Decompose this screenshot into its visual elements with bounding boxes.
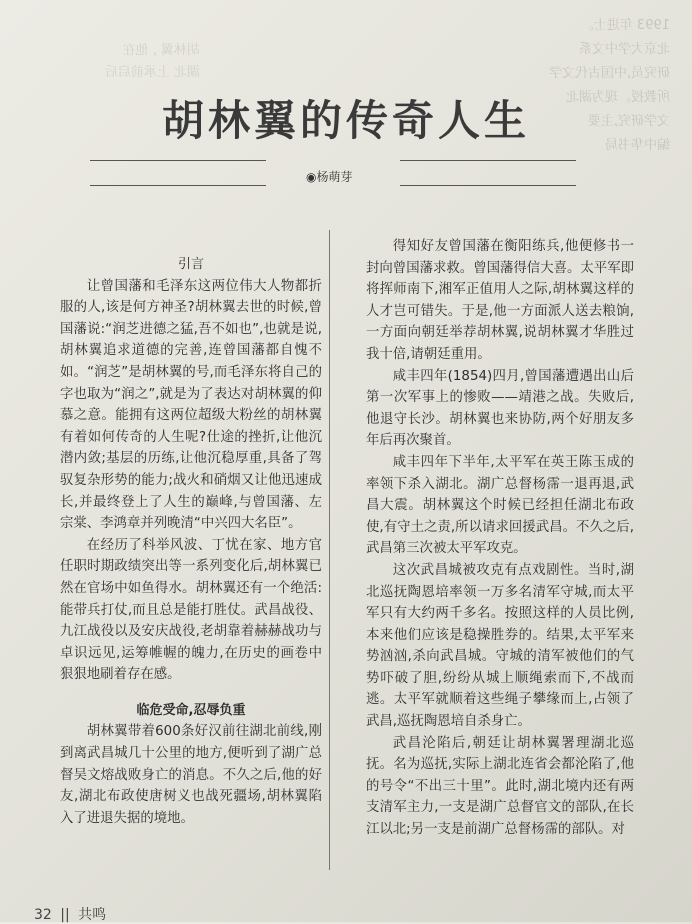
intro-paragraph: 在经历了科举风波、丁忧在家、地方官任职时期政绩突出等一系列变化后,胡林翼已然在官场中如鱼得水。胡林翼还有一个绝活:能带兵打仗,而且总是能打胜仗。武昌战役、九江战役以及安庆战役,老胡靠着赫赫战功与卓识远见,运筹帷幄的魄力,在历史的画卷中狠狠地刷着存在感。 <box>60 537 322 683</box>
title-rule-right-top <box>400 160 576 161</box>
page-footer <box>34 904 106 924</box>
magazine-name: 共鸣 <box>78 907 107 923</box>
body-paragraph: 得知好友曾国藩在衡阳练兵,他便修书一封向曾国藩求救。曾国藩得信大喜。太平军即将挥师南下,湘军正值用人之际,胡林翼这样的人才岂可错失。于是,他一方面派人送去粮饷,一方面向朝廷举荐胡林翼,说胡林翼才华胜过我十倍,请朝廷重用。 <box>366 239 634 362</box>
title-rule-left-bottom <box>90 185 266 186</box>
article-title: 胡林翼的传奇人生 <box>161 96 530 145</box>
intro-heading: 引言 <box>177 257 204 272</box>
body-paragraph: 咸丰四年(1854)四月,曾国藩遭遇出山后第一次军事上的惨败——靖港之战。失败后,他退守长沙。胡林翼也来协防,两个好朋友多年后再次聚首。 <box>366 368 634 449</box>
body-paragraph: 武昌沦陷后,朝廷让胡林翼署理湖北巡抚。名为巡抚,实际上湖北连省会都沦陷了,他的号令“不出三十里”。此时,湖北境内还有两支清军主力,一支是湖广总督官文的部队,在长江以北;另一支是前湖广总督杨霈的部队。对 <box>366 735 634 838</box>
left-column <box>60 254 322 829</box>
section-paragraph: 胡林翼带着600条好汉前往湖北前线,刚到离武昌城几十公里的地方,便听到了湖广总督吴文熔战败身亡的消息。不久之后,他的好友,湖北布政使唐树义也战死疆场,胡林翼陷入了进退失据的境地。 <box>60 724 322 826</box>
title-rule-left-top <box>90 160 266 161</box>
footer-separator: || <box>60 907 70 923</box>
bleed-through-text-left: 胡林翼 , 他在 湖北 上承前启后 <box>104 43 200 80</box>
section-heading: 临危受命,忍辱负重 <box>136 702 246 718</box>
body-paragraph: 咸丰四年下半年,太平军在英王陈玉成的率领下杀入湖北。湖广总督杨霈一退再退,武昌大震。胡林翼这个时候已经担任湖北布政使,有守土之责,所以请求回援武昌。不久之后,武昌第三次被太平军攻克。 <box>366 454 634 557</box>
intro-paragraph: 让曾国藩和毛泽东这两位伟大人物都折服的人,该是何方神圣?胡林翼去世的时候,曾国藩说:“润芝进德之猛,吾不如也”,也就是说,胡林翼追求道德的完善,连曾国藩都自愧不如。“润芝”是胡林翼的号,而毛泽东将自己的字也取为“润之”,就是为了表达对胡林翼的仰慕之意。能拥有这两位超级大粉丝的胡林翼有着如何传奇的人生呢?仕途的挫折,让他沉潜内敛;基层的历练,让他沉稳厚重,具备了驾驭复杂形势的能力;战火和硝烟又让他迅速成长,并最终登上了人生的巅峰,与曾国藩、左宗棠、李鸿章并列晚清“中兴四大名臣”。 <box>60 278 322 532</box>
body-paragraph: 这次武昌城被攻克有点戏剧性。当时,湖北巡抚陶恩培率领一万多名清军守城,而太平军只有大约两千多名。按照这样的人员比例,本来他们应该是稳操胜券的。结果,太平军来势汹汹,杀向武昌城。守城的清军被他们的气势吓破了胆,纷纷从城上顺绳索而下,不战而逃。太平军就顺着这些绳子攀缘而上,占领了武昌,巡抚陶恩培自杀身亡。 <box>366 562 634 730</box>
title-rule-right-bottom <box>400 185 576 186</box>
author-byline: ◉杨萌芽 <box>306 170 353 184</box>
right-column <box>366 236 634 841</box>
page-number: 32 <box>34 907 52 923</box>
bleed-through-text-right: 1993 年进士。 北京大学中文系 研究员,中国古代文学 所教授。现为湖北 文学研究,主要 编中华书局 <box>548 18 670 153</box>
column-divider <box>329 230 330 870</box>
